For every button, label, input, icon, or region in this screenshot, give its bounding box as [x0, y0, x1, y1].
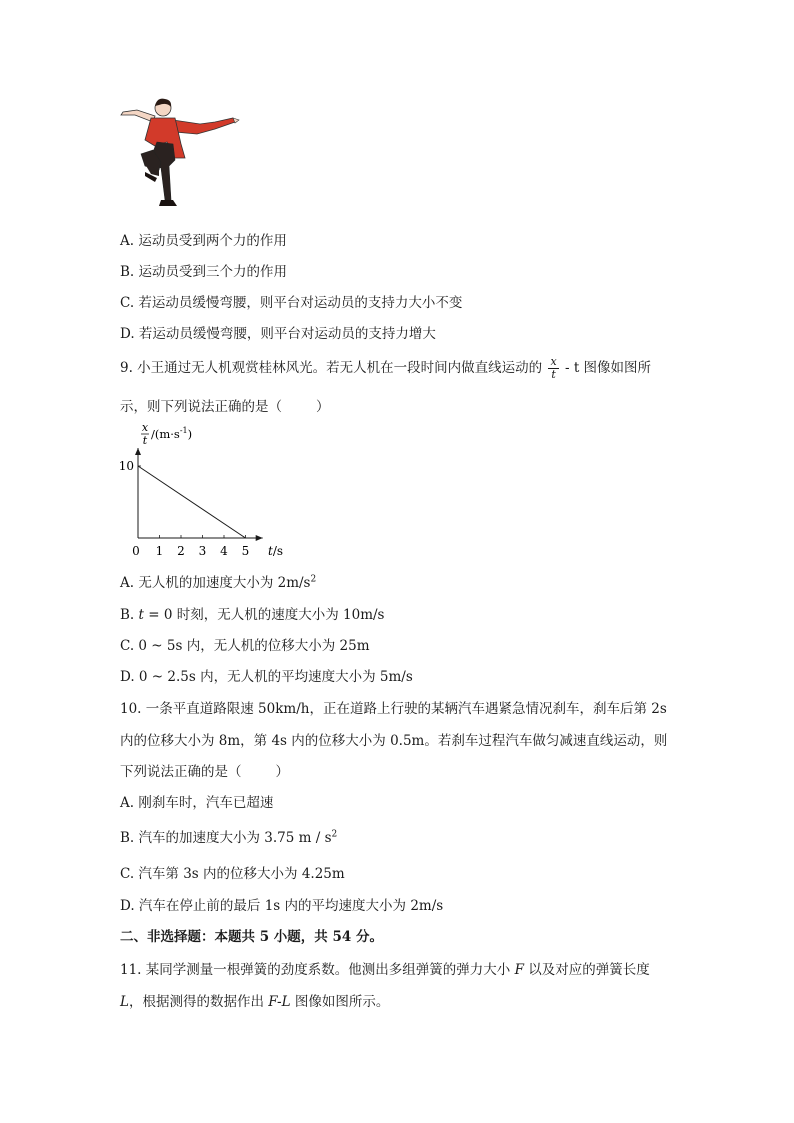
q10-option-b: [120, 826, 337, 846]
chart-ylabel-unit: $/(m\cdot s^{-1})$: [151, 426, 193, 441]
q10-stem-line1: 10. 一条平直道路限速 50km/h，正在道路上行驶的某辆汽车遇紧急情况刹车，刹车后第 2s: [120, 701, 667, 717]
q9-option-a: [120, 571, 316, 591]
q11-stem-line2: [120, 990, 389, 1010]
q9-stem-part2: - t 图像如图所: [564, 360, 652, 376]
q11-line1-pre: 11. 某同学测量一根弹簧的劲度系数。他测出多组弹簧的弹力大小: [120, 962, 515, 978]
q10-option-b-sup: 2: [331, 829, 338, 840]
q9-option-b-post: = 0 时刻，无人机的速度大小为 10m/s: [143, 607, 385, 623]
q8-option-a: A. 运动员受到两个力的作用: [120, 233, 287, 249]
dancer-illustration: [115, 96, 240, 216]
chart-ylabel-frac-den: t: [142, 434, 148, 447]
q10-stem-line3: [120, 760, 289, 780]
q10-stem-line2: 内的位移大小为 8m，第 4s 内的位移大小为 0.5m。若刹车过程汽车做匀减速直线运动，则: [120, 733, 668, 749]
q11-line2-l: L: [120, 994, 129, 1010]
chart-series-line: [138, 466, 246, 538]
q11-line2-post: 图像如图所示。: [290, 994, 390, 1010]
q11-line1-post: 以及对应的弹簧长度: [523, 962, 650, 978]
chart-x-tick-label: 0: [132, 544, 140, 558]
q9-chart: [118, 420, 298, 562]
q9-option-c: C. 0 ~ 5s 内，无人机的位移大小为 25m: [120, 638, 370, 654]
q9-option-b-var: t: [138, 607, 144, 623]
q9-frac-num: x: [550, 355, 557, 368]
chart-x-tick-label: 3: [198, 544, 207, 558]
q9-option-d: D. 0 ~ 2.5s 内，无人机的平均速度大小为 5m/s: [120, 669, 413, 685]
q9-option-b: [120, 603, 384, 623]
q8-option-c: C. 若运动员缓慢弯腰，则平台对运动员的支持力大小不变: [120, 295, 463, 311]
q8-option-d: D. 若运动员缓慢弯腰，则平台对运动员的支持力增大: [120, 326, 436, 342]
q11-stem-line1: [120, 958, 650, 978]
q11-line2-fl: F-L: [268, 994, 291, 1010]
q9-option-a-text: A. 无人机的加速度大小为 2m/s: [120, 575, 311, 591]
q8-option-b: B. 运动员受到三个力的作用: [120, 264, 288, 280]
q10-stem-line3-end: ）: [275, 764, 289, 780]
q9-stem-line2-text: 示，则下列说法正确的是（: [120, 399, 282, 415]
section-2-title: 二、非选择题：本题共 5 小题，共 54 分。: [120, 929, 383, 945]
q9-option-a-sup: 2: [310, 574, 317, 585]
chart-x-axis-arrow: [256, 535, 263, 541]
q11-line2-mid: ，根据测得的数据作出: [128, 994, 269, 1010]
q9-option-b-pre: B.: [120, 607, 139, 623]
chart-x-tick-label: 4: [220, 544, 228, 558]
q9-stem-line2-end: ）: [316, 399, 330, 415]
chart-x-tick-label: 5: [241, 544, 250, 558]
q10-option-b-text: B. 汽车的加速度大小为 3.75 m / s: [120, 830, 332, 846]
q10-option-d: D. 汽车在停止前的最后 1s 内的平均速度大小为 2m/s: [120, 898, 444, 914]
q10-option-a: A. 刚刹车时，汽车已超速: [120, 795, 274, 811]
chart-xlabel: t/s: [268, 544, 284, 558]
q9-stem-fraction: [548, 356, 558, 381]
chart-x-tick-label: 1: [155, 544, 164, 558]
chart-ylabel-frac-num: x: [141, 421, 149, 434]
q11-line1-f: F: [514, 962, 524, 978]
chart-x-tick-label: 2: [177, 544, 185, 558]
q9-stem-line2: [120, 395, 330, 415]
q10-option-c: C. 汽车第 3s 内的位移大小为 4.25m: [120, 866, 345, 882]
q9-stem-part1: 9. 小王通过无人机观赏桂林风光。若无人机在一段时间内做直线运动的: [120, 360, 543, 376]
chart-y-tick-label: 10: [118, 459, 134, 473]
q9-frac-den: t: [551, 368, 556, 381]
chart-y-axis-arrow: [135, 448, 141, 455]
q9-stem-line1: [120, 356, 651, 381]
q10-stem-line3-text: 下列说法正确的是（: [120, 764, 242, 780]
